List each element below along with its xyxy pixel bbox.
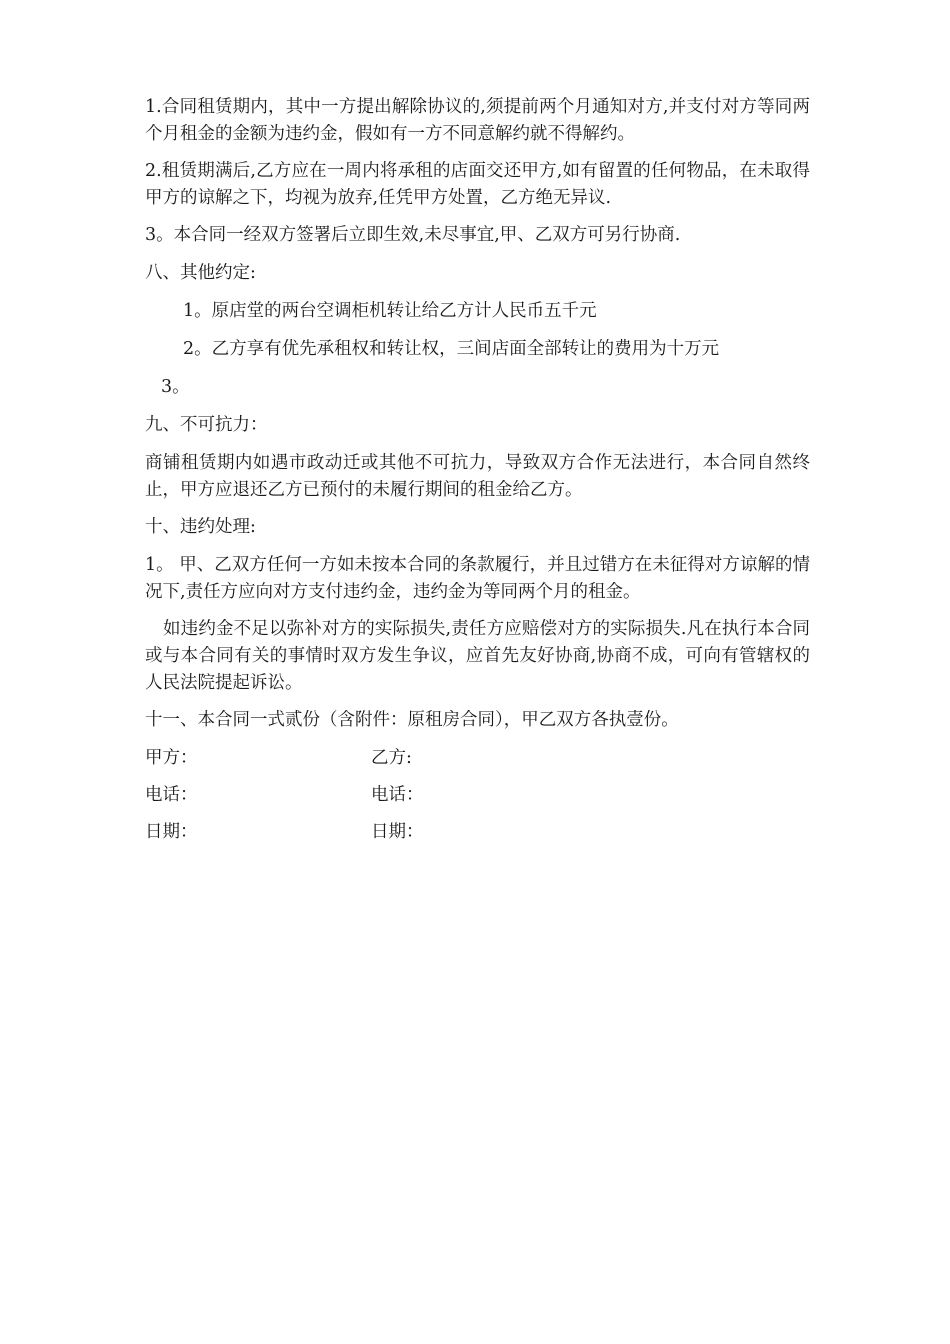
section-9-title: 九、不可抗力： [145,415,268,435]
document-body [145,94,810,856]
clause-effective: 3。本合同一经双方签署后立即生效,未尽事宜,甲、乙双方可另行协商. [145,225,681,245]
phone-b-label: 电话： [371,785,424,805]
section-10-title: 十、违约处理: [145,517,256,537]
date-b-label: 日期： [371,822,424,842]
section-9-body: 商铺租赁期内如遇市政动迁或其他不可抗力，导致双方合作无法进行，本合同自然终止，甲方应退还乙方已预付的未履行期间的租金给乙方。 [145,453,810,500]
section-10-item-1: 1。 甲、乙双方任何一方如未按本合同的条款履行，并且过错方在未征得对方谅解的情况下,责任方应向对方支付违约金，违约金为等同两个月的租金。 [145,555,810,602]
phone-a-label: 电话： [145,785,198,805]
party-b-label: 乙方: [371,748,412,768]
clause-expiry-return: 2.租赁期满后,乙方应在一周内将承租的店面交还甲方,如有留置的任何物品，在未取得甲方的谅解之下，均视为放弃,任凭甲方处置，乙方绝无异议. [145,161,810,208]
signature-row-party [145,745,810,772]
section-8-title: 八、其他约定: [145,263,256,283]
date-a-label: 日期： [145,822,198,842]
clause-termination: 1.合同租赁期内，其中一方提出解除协议的,须提前两个月通知对方,并支付对方等同两个月租金的金额为违约金，假如有一方不同意解约就不得解约。 [145,97,810,144]
section-8-item-3: 3。 [161,377,190,397]
signature-row-phone [145,782,810,809]
section-10-body: 如违约金不足以弥补对方的实际损失,责任方应赔偿对方的实际损失.凡在执行本合同或与本合同有关的事情时双方发生争议，应首先友好协商,协商不成，可向有管辖权的人民法院提起诉讼。 [145,619,810,693]
section-11: 十一、本合同一式贰份（含附件：原租房合同），甲乙双方各执壹份。 [145,710,679,730]
signature-row-date [145,819,810,846]
party-a-label: 甲方： [145,748,198,768]
section-8-item-1: 1。原店堂的两台空调柜机转让给乙方计人民币五千元 [183,301,597,321]
section-8-item-2: 2。乙方享有优先承租权和转让权，三间店面全部转让的费用为十万元 [183,339,720,359]
